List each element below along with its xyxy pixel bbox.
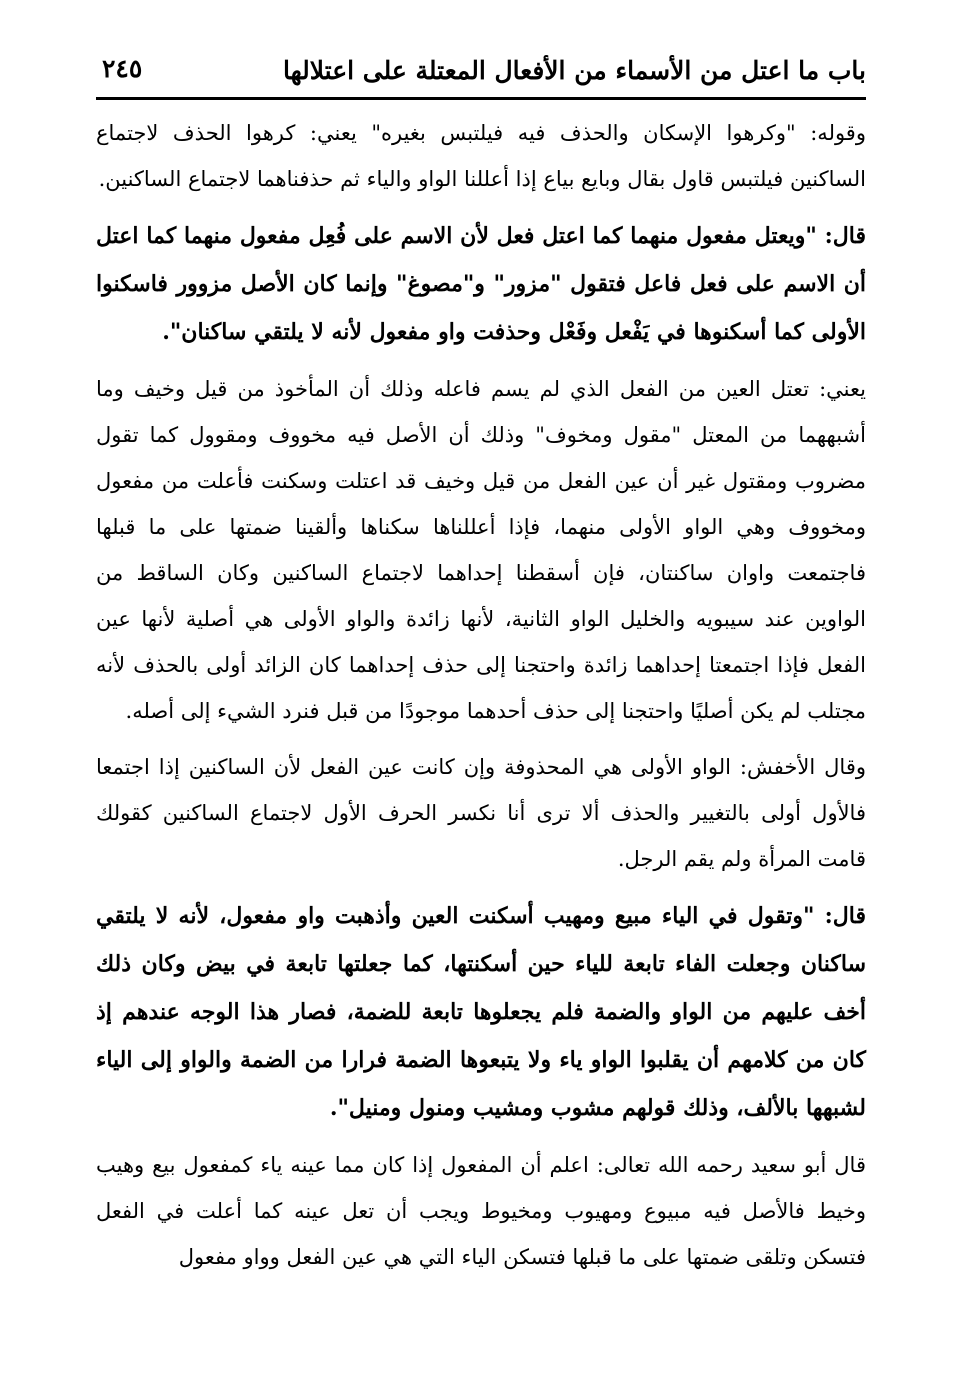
page-number: ٢٤٥	[102, 54, 143, 83]
paragraph-commentary-2: يعني: تعتل العين من الفعل الذي لم يسم فاعله وذلك أن المأخوذ من قيل وخيف وما أشبههما من المعتل "مقول ومخوف" وذلك أن الأصل فيه مخووف ومقوول كما تقول مضروب ومقتول غير أن عين الفعل من قيل وخيف قد اعتلت وسكنت فأعلت من مفعول ومخووف وهي الواو الأولى منهما، فإذا أعللناها سكناها وألقينا ضمتها على ما قبلها فاجتمعت واوان ساكنتان، فإن أسقطنا إحداهما لاجتماع الساكنين وكان الساقط من الواوين عند سيبويه والخليل الواو الثانية، لأنها زائدة والواو الأولى هي أصلية لأنها عين الفعل فإذا اجتمعتا إحداهما زائدة واحتجنا إلى حذف إحداهما كان الزائد أولى بالحذف لأنه مجتلب لم يكن أصليًا واحتجنا إلى حذف أحدهما موجودًا من قبل فنرد الشيء إلى أصله.	[96, 377, 866, 723]
paragraph-quote-2: قال: "وتقول في الياء مبيع ومهيب أسكنت العين وأذهبت واو مفعول، لأنه لا يلتقي ساكنان وجعلت الفاء تابعة للياء حين أسكنتها، كما جعلتها تابعة في بيض وكان ذلك أخف عليهم من الواو والضمة فلم يجعلوها تابعة للضمة، فصار هذا الوجه عندهم إذ كان من كلامهم أن يقلبوا الواو ياء ولا يتبعوها الضمة فرارا من الضمة والواو إلى الياء لشبهها بالألف، وذلك قولهم مشوب ومشيب ومنول ومنيل".	[96, 903, 866, 1121]
chapter-title: باب ما اعتل من الأسماء من الأفعال المعتلة على اعتلالها	[282, 56, 866, 85]
paragraph-commentary-4: قال أبو سعيد رحمه الله تعالى: اعلم أن المفعول إذا كان مما عينه ياء كمفعول بيع وهيب وخيط فالأصل فيه مبيوع ومهيوب ومخيوط ويجب أن تعل عينه كما أعلت في الفعل فتسكن وتلقى ضمتها على ما قبلها فتسكن الياء التي هي عين الفعل وواو مفعول	[96, 1153, 866, 1269]
header-rule	[96, 97, 866, 100]
paragraph-commentary-3: وقال الأخفش: الواو الأولى هي المحذوفة وإن كانت عين الفعل لأن الساكنين إذا اجتمعا فالأول أولى بالتغيير والحذف ألا ترى أنا نكسر الحرف الأول لاجتماع الساكنين كقولك قامت المرأة ولم يقم الرجل.	[96, 755, 866, 871]
paragraph-commentary-1: وقوله: "وكرهوا الإسكان والحذف فيه فيلتبس بغيره" يعني: كرهوا الحذف لاجتماع الساكنين فيلتبس قاول بقال وبايع بياع إذا أعللنا الواو والياء ثم حذفناهما لاجتماع الساكنين.	[96, 121, 866, 191]
page-header	[96, 48, 866, 98]
page-body	[96, 110, 866, 1290]
paragraph-quote-1: قال: "ويعتل مفعول منهما كما اعتل فعل لأن الاسم على فُعِل مفعول منهما كما اعتل أن الاسم على فعل فاعل فتقول "مزور" و"مصوغ" وإنما كان الأصل مزوور فاسكنوا الأولى كما أسكنوها في يَفْعل وفَعْل وحذفت واو مفعول لأنه لا يلتقي ساكنان".	[96, 223, 866, 345]
